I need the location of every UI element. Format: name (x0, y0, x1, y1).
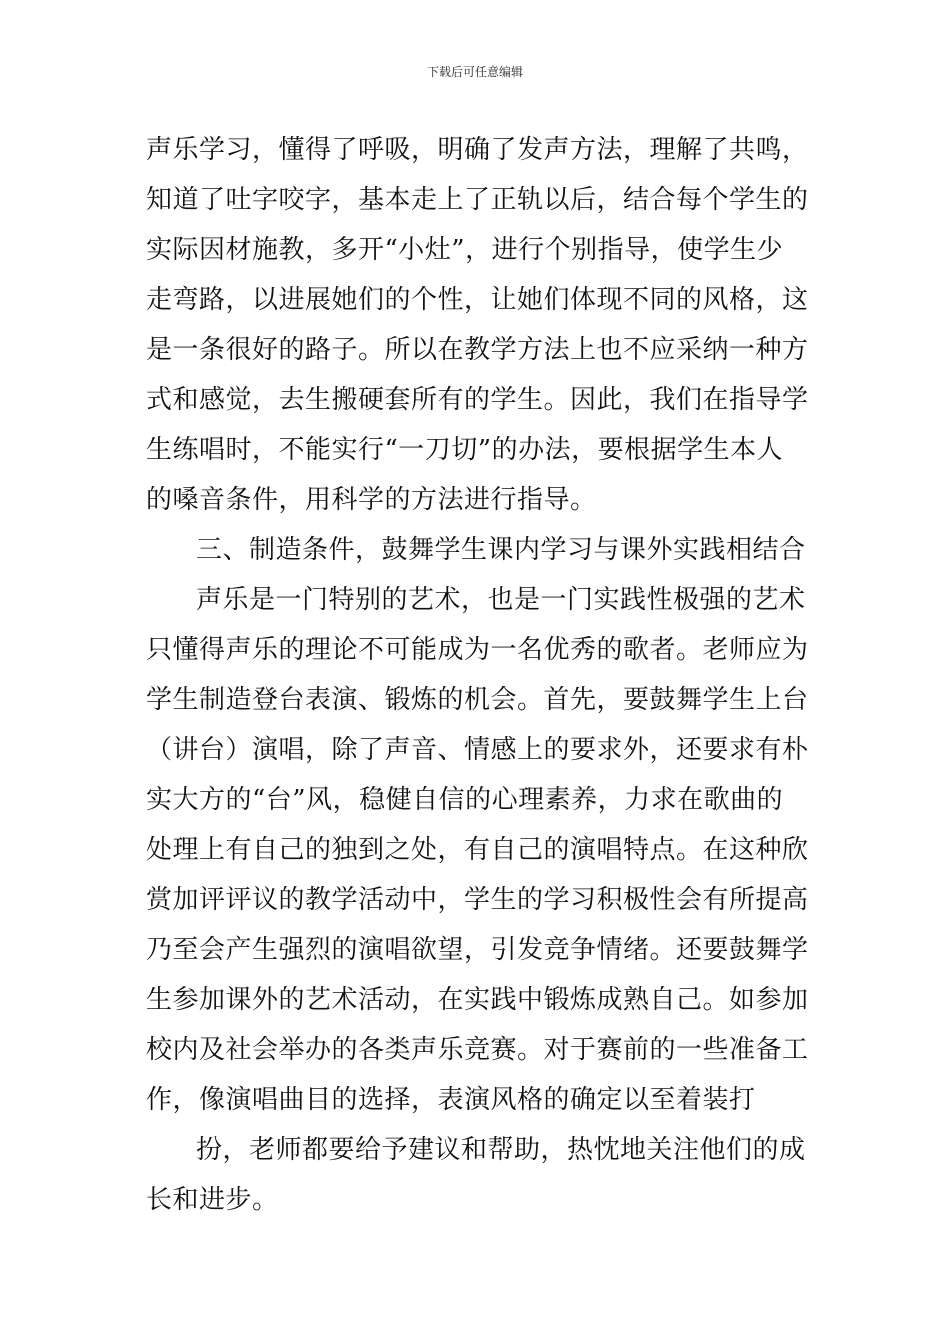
body-line: 声乐学习，懂得了呼吸，明确了发声方法，理解了共鸣， (146, 135, 809, 165)
body-line: 只懂得声乐的理论不可能成为一名优秀的歌者。老师应为 (146, 635, 809, 665)
body-line: 长和进步。 (146, 1185, 279, 1215)
body-line: 处理上有自己的独到之处，有自己的演唱特点。在这种欣 (146, 835, 809, 865)
body-line: 学生制造登台表演、锻炼的机会。首先，要鼓舞学生上台 (146, 685, 809, 715)
body-line: 校内及社会举办的各类声乐竞赛。对于赛前的一些准备工 (146, 1035, 809, 1065)
body-line: 知道了吐字咬字，基本走上了正轨以后，结合每个学生的 (146, 185, 809, 215)
body-line: 走弯路，以进展她们的个性，让她们体现不同的风格，这 (146, 285, 809, 315)
body-line: 生练唱时，不能实行“一刀切”的办法，要根据学生本人 (146, 435, 784, 465)
body-line: 实大方的“台”风，稳健自信的心理素养，力求在歌曲的 (146, 785, 784, 815)
body-line: 乃至会产生强烈的演唱欲望，引发竞争情绪。还要鼓舞学 (146, 935, 809, 965)
body-line: 声乐是一门特别的艺术，也是一门实践性极强的艺术 (196, 585, 806, 615)
body-line: 赏加评评议的教学活动中，学生的学习积极性会有所提高 (146, 885, 809, 915)
body-line: 是一条很好的路子。所以在教学方法上也不应采纳一种方 (146, 335, 809, 365)
page-header: 下载后可任意编辑 (426, 65, 523, 79)
body-line: 生参加课外的艺术活动，在实践中锻炼成熟自己。如参加 (146, 985, 809, 1015)
section-heading: 三、制造条件，鼓舞学生课内学习与课外实践相结合 (196, 535, 806, 565)
body-line: 实际因材施教，多开“小灶”，进行个别指导，使学生少 (146, 235, 784, 265)
body-line: （讲台）演唱，除了声音、情感上的要求外，还要求有朴 (146, 735, 809, 765)
body-line: 式和感觉，去生搬硬套所有的学生。因此，我们在指导学 (146, 385, 809, 415)
body-line: 的嗓音条件，用科学的方法进行指导。 (146, 485, 597, 515)
body-line: 作，像演唱曲目的选择，表演风格的确定以至着装打 (146, 1085, 756, 1115)
body-line: 扮，老师都要给予建议和帮助，热忱地关注他们的成 (196, 1135, 806, 1165)
